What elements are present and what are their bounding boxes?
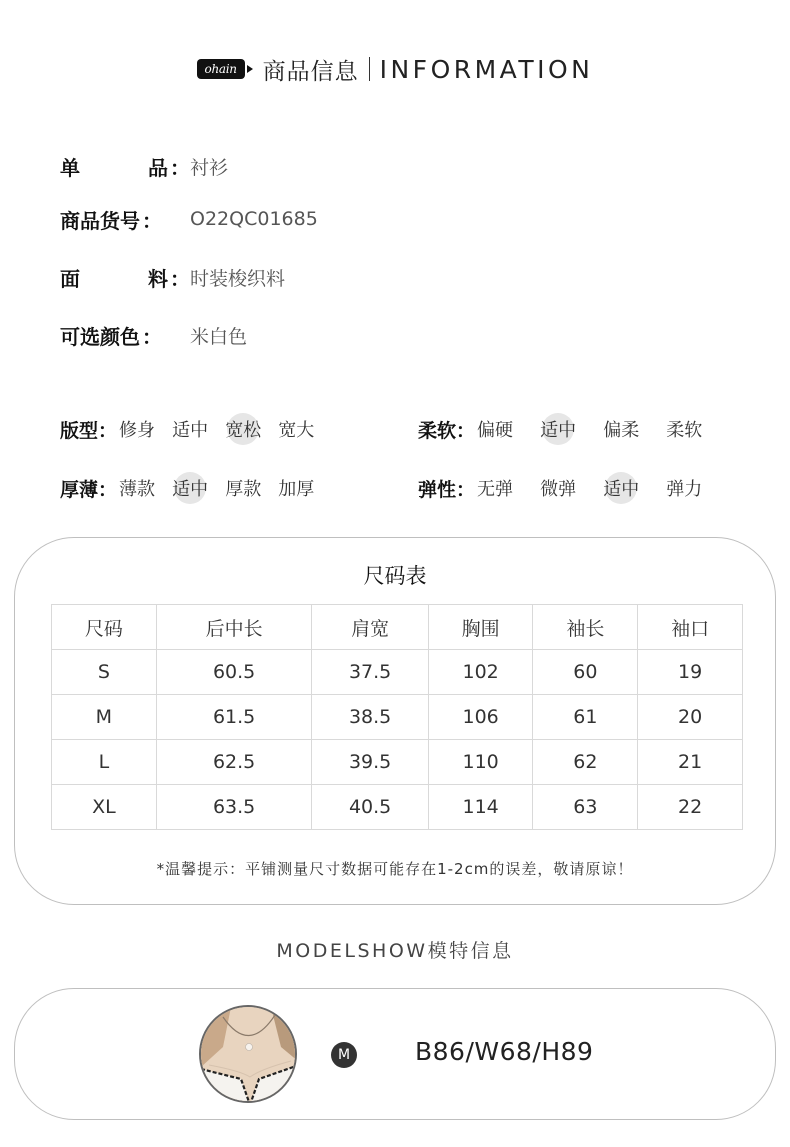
attr-fit-label: 版型： bbox=[60, 419, 118, 442]
table-cell: 63 bbox=[533, 785, 638, 830]
label-char: 品 bbox=[148, 155, 168, 180]
table-row bbox=[52, 740, 743, 785]
table-cell: 61.5 bbox=[156, 695, 312, 740]
info-row-color bbox=[60, 320, 247, 350]
table-header-cell: 尺码 bbox=[52, 605, 157, 650]
label-char: 面 bbox=[60, 266, 80, 291]
table-cell: 21 bbox=[638, 740, 743, 785]
measurement-note: *温馨提示：平铺测量尺寸数据可能存在1-2cm的误差，敬请原谅！ bbox=[156, 860, 634, 878]
table-header-cell: 胸围 bbox=[428, 605, 533, 650]
attr-fit-option: 宽大 bbox=[278, 420, 315, 441]
info-label-color: 可选颜色 ： bbox=[60, 321, 190, 350]
size-table bbox=[51, 604, 743, 830]
attr-elasticity bbox=[418, 473, 702, 503]
info-label-product: 单 品 ： bbox=[60, 152, 190, 181]
table-cell: 38.5 bbox=[312, 695, 428, 740]
table-cell: 60 bbox=[533, 650, 638, 695]
attr-softness-option-selected: 适中 bbox=[540, 416, 576, 442]
header-title-en: INFORMATION bbox=[379, 54, 594, 84]
header-title-cn: 商品信息 bbox=[262, 58, 359, 85]
info-row-sku bbox=[60, 204, 318, 234]
attr-softness-option: 柔软 bbox=[666, 420, 703, 441]
attr-thickness-option: 加厚 bbox=[278, 479, 315, 500]
table-header-row bbox=[52, 605, 743, 650]
info-row-fabric bbox=[60, 262, 285, 292]
table-cell: L bbox=[52, 740, 157, 785]
attr-thickness-option: 薄款 bbox=[119, 479, 156, 500]
model-section-title: MODELSHOW模特信息 bbox=[276, 940, 514, 962]
table-cell: 110 bbox=[428, 740, 533, 785]
model-photo-illustration bbox=[201, 1007, 297, 1103]
table-cell: 37.5 bbox=[312, 650, 428, 695]
attr-elasticity-label: 弹性： bbox=[418, 478, 476, 501]
play-triangle-icon bbox=[247, 65, 253, 73]
attr-thickness-option-selected: 适中 bbox=[172, 475, 208, 501]
attr-thickness-option: 厚款 bbox=[225, 479, 262, 500]
attr-fit bbox=[60, 414, 314, 444]
table-cell: XL bbox=[52, 785, 157, 830]
info-label-fabric: 面 料 ： bbox=[60, 263, 190, 292]
table-header-cell: 后中长 bbox=[156, 605, 312, 650]
attr-thickness-label: 厚薄： bbox=[60, 478, 118, 501]
attr-fit-option: 适中 bbox=[172, 420, 209, 441]
table-cell: 22 bbox=[638, 785, 743, 830]
table-row bbox=[52, 785, 743, 830]
table-row bbox=[52, 695, 743, 740]
table-cell: S bbox=[52, 650, 157, 695]
attr-elasticity-option-selected: 适中 bbox=[603, 475, 639, 501]
attr-softness bbox=[418, 414, 702, 444]
table-cell: 20 bbox=[638, 695, 743, 740]
attr-softness-option: 偏硬 bbox=[477, 420, 514, 441]
model-info-card bbox=[14, 988, 776, 1120]
attr-fit-option: 修身 bbox=[119, 420, 156, 441]
size-chart-title: 尺码表 bbox=[363, 564, 427, 588]
attr-softness-label: 柔软： bbox=[418, 419, 476, 442]
label-char: 单 bbox=[60, 155, 80, 180]
info-header bbox=[0, 52, 790, 86]
attr-elasticity-option: 微弹 bbox=[540, 479, 577, 500]
table-cell: 102 bbox=[428, 650, 533, 695]
label-char: 料 bbox=[148, 266, 168, 291]
model-avatar bbox=[199, 1005, 297, 1103]
model-size-badge: M bbox=[331, 1042, 357, 1068]
table-cell: 106 bbox=[428, 695, 533, 740]
table-cell: 40.5 bbox=[312, 785, 428, 830]
label-text: 商品货号 bbox=[60, 208, 140, 233]
info-value-color: 米白色 bbox=[190, 325, 248, 348]
info-value-product: 衬衫 bbox=[190, 156, 229, 179]
table-cell: 19 bbox=[638, 650, 743, 695]
attr-softness-option: 偏柔 bbox=[603, 420, 640, 441]
attr-thickness bbox=[60, 473, 314, 503]
label-text: 可选颜色 bbox=[60, 324, 140, 349]
size-chart-card bbox=[14, 537, 776, 905]
table-row bbox=[52, 650, 743, 695]
model-measurements: B86/W68/H89 bbox=[415, 1037, 594, 1066]
info-row-product bbox=[60, 151, 228, 181]
attr-elasticity-option: 无弹 bbox=[477, 479, 514, 500]
header-divider bbox=[369, 57, 370, 81]
table-header-cell: 袖长 bbox=[533, 605, 638, 650]
table-header-cell: 肩宽 bbox=[312, 605, 428, 650]
attr-fit-option-selected: 宽松 bbox=[225, 416, 261, 442]
attr-elasticity-option: 弹力 bbox=[666, 479, 703, 500]
table-cell: 61 bbox=[533, 695, 638, 740]
info-value-sku: O22QC01685 bbox=[190, 208, 318, 230]
table-cell: 62 bbox=[533, 740, 638, 785]
table-cell: 60.5 bbox=[156, 650, 312, 695]
info-label-sku: 商品货号 ： bbox=[60, 205, 190, 234]
table-header-cell: 袖口 bbox=[638, 605, 743, 650]
table-cell: 114 bbox=[428, 785, 533, 830]
brand-logo: ohain bbox=[197, 59, 245, 79]
table-cell: 63.5 bbox=[156, 785, 312, 830]
info-value-fabric: 时装梭织料 bbox=[190, 267, 286, 290]
table-cell: 62.5 bbox=[156, 740, 312, 785]
table-cell: M bbox=[52, 695, 157, 740]
table-cell: 39.5 bbox=[312, 740, 428, 785]
